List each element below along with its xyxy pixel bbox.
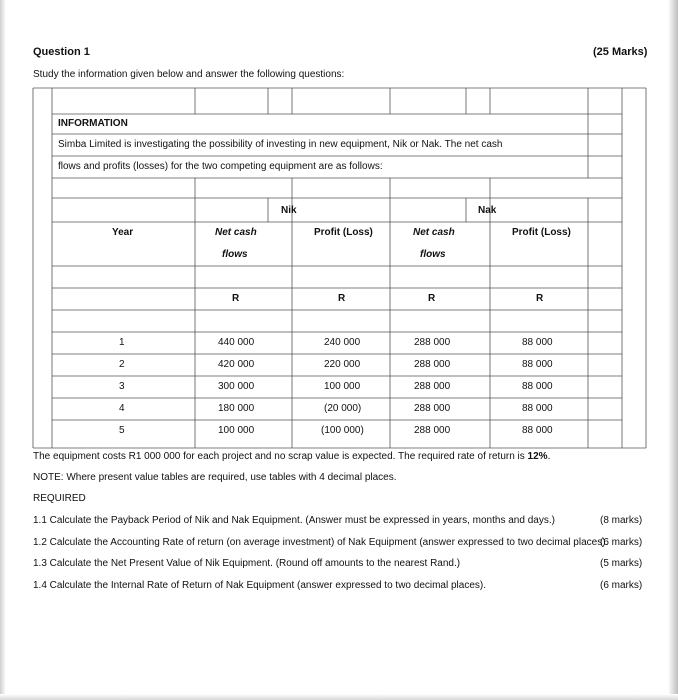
currency-nik-profit: R (338, 293, 346, 304)
row-3-nik-cash: 300 000 (218, 381, 255, 392)
row-2-year: 2 (119, 359, 125, 370)
row-4-nak-cash: 288 000 (414, 403, 451, 414)
row-1-nak-profit: 88 000 (522, 337, 553, 348)
question-1-4: 1.4 Calculate the Internal Rate of Return of Nak Equipment (answer expressed to two decimal places). (33, 580, 487, 591)
question-title: Question 1 (33, 46, 90, 58)
row-2-nik-cash: 420 000 (218, 359, 255, 370)
row-4-nik-cash: 180 000 (218, 403, 255, 414)
question-1-4-marks: (6 marks) (600, 580, 643, 591)
note-line: NOTE: Where present value tables are required, use tables with 4 decimal places. (33, 472, 397, 483)
row-5-nak-profit: 88 000 (522, 425, 553, 436)
col-header-nik-profit: Profit (Loss) (314, 227, 373, 238)
row-3-nak-profit: 88 000 (522, 381, 553, 392)
question-total-marks: (25 Marks) (593, 46, 648, 58)
row-1-nik-profit: 240 000 (324, 337, 361, 348)
cost-statement: The equipment costs R1 000 000 for each project and no scrap value is expected. The required rate of return is 12%. (33, 451, 551, 462)
row-2-nik-profit: 220 000 (324, 359, 361, 370)
row-3-year: 3 (119, 381, 125, 392)
col-header-nak-profit: Profit (Loss) (512, 227, 571, 238)
row-1-year: 1 (119, 337, 125, 348)
row-5-nak-cash: 288 000 (414, 425, 451, 436)
row-2-nak-profit: 88 000 (522, 359, 553, 370)
info-line-1: Simba Limited is investigating the possibility of investing in new equipment, Nik or Nak. The net cash (58, 139, 503, 150)
group-header-nik: Nik (281, 205, 297, 216)
question-1-2-marks: (6 marks) (600, 537, 643, 548)
row-1-nak-cash: 288 000 (414, 337, 451, 348)
currency-nik-cash: R (232, 293, 240, 304)
page-edge-left (0, 0, 6, 700)
question-1-2: 1.2 Calculate the Accounting Rate of return (on average investment) of Nak Equipment (answer expressed to two decimal places). (33, 537, 609, 548)
row-3-nik-profit: 100 000 (324, 381, 361, 392)
row-5-nik-cash: 100 000 (218, 425, 255, 436)
required-heading: REQUIRED (33, 493, 86, 504)
question-1-1-marks: (8 marks) (600, 515, 643, 526)
row-5-nik-profit: (100 000) (321, 425, 364, 436)
page-edge-bottom (0, 694, 678, 700)
row-4-nik-profit: (20 000) (324, 403, 362, 414)
info-line-2: flows and profits (losses) for the two competing equipment are as follows: (58, 161, 383, 172)
question-instruction: Study the information given below and answer the following questions: (33, 69, 345, 80)
row-5-year: 5 (119, 425, 125, 436)
question-1-1: 1.1 Calculate the Payback Period of Nik and Nak Equipment. (Answer must be expressed in years, months and days.) (33, 515, 555, 526)
question-1-3: 1.3 Calculate the Net Present Value of Nik Equipment. (Round off amounts to the nearest Rand.) (33, 558, 461, 569)
row-4-nak-profit: 88 000 (522, 403, 553, 414)
row-4-year: 4 (119, 403, 125, 414)
question-1-3-marks: (5 marks) (600, 558, 643, 569)
row-2-nak-cash: 288 000 (414, 359, 451, 370)
currency-nak-cash: R (428, 293, 436, 304)
page-edge-right (668, 0, 678, 700)
row-1-nik-cash: 440 000 (218, 337, 255, 348)
info-heading: INFORMATION (58, 118, 128, 129)
group-header-nak: Nak (478, 205, 497, 216)
currency-nak-profit: R (536, 293, 544, 304)
row-3-nak-cash: 288 000 (414, 381, 451, 392)
col-header-nak-cash: Net cash (413, 227, 455, 238)
col-header-nak-cash-2: flows (420, 249, 446, 260)
col-header-nik-cash-2: flows (222, 249, 248, 260)
col-header-year: Year (112, 227, 134, 238)
col-header-nik-cash: Net cash (215, 227, 257, 238)
required-rate: 12% (527, 451, 548, 462)
